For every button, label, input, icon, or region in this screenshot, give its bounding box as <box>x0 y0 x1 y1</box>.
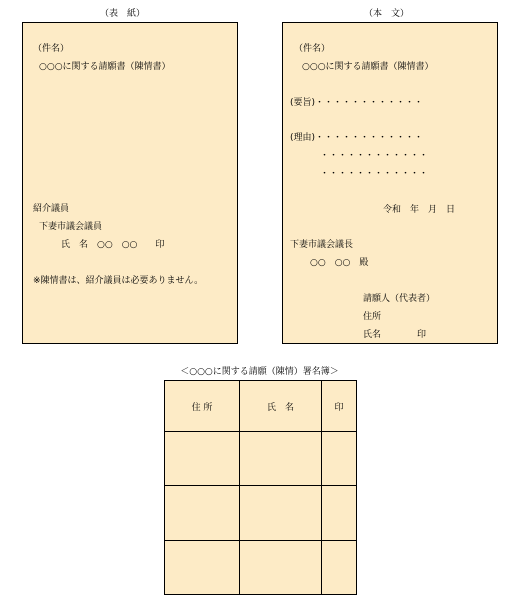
cover-subject-label: （件名） <box>33 44 70 54</box>
body-reason-continued: ・・・・・・・・・・・・ <box>320 169 429 179</box>
column-header-name: 氏 名 <box>240 381 322 432</box>
cover-subject-text: ○○○に関する請願書（陳情書） <box>39 62 171 72</box>
cover-panel <box>22 22 238 344</box>
body-panel <box>282 22 498 344</box>
name-cell[interactable] <box>240 540 322 594</box>
signature-list-title: ＜○○○に関する請願（陳情）署名簿＞ <box>180 367 339 377</box>
body-subject-text: ○○○に関する請願書（陳情書） <box>302 62 434 72</box>
table-row <box>165 432 357 486</box>
body-gist-line: (要旨)・・・・・・・・・・・・ <box>290 98 424 108</box>
cover-council-member: 下妻市議会議員 <box>39 222 103 232</box>
table-row <box>165 486 357 540</box>
cover-introducer-heading: 紹介議員 <box>33 204 70 214</box>
body-reason-line: (理由)・・・・・・・・・・・・ <box>290 133 424 143</box>
signature-list-table <box>164 380 357 595</box>
address-cell[interactable] <box>165 540 240 594</box>
cover-note: ※陳情書は、紹介議員は必要ありません。 <box>33 276 204 286</box>
body-caption: （本 文） <box>364 9 410 19</box>
cover-caption: （表 紙） <box>100 9 146 19</box>
address-cell[interactable] <box>165 486 240 540</box>
body-addressee-name: ○○ ○○ 殿 <box>310 258 369 268</box>
column-header-address: 住 所 <box>165 381 240 432</box>
seal-cell[interactable] <box>322 486 357 540</box>
seal-cell[interactable] <box>322 432 357 486</box>
address-cell[interactable] <box>165 432 240 486</box>
seal-cell[interactable] <box>322 540 357 594</box>
table-row <box>165 540 357 594</box>
column-header-seal: 印 <box>322 381 357 432</box>
table-header-row <box>165 381 357 432</box>
name-cell[interactable] <box>240 486 322 540</box>
body-petitioner: 請願人（代表者） <box>363 294 436 304</box>
name-cell[interactable] <box>240 432 322 486</box>
body-address-label: 住所 <box>363 312 382 322</box>
body-subject-label: （件名） <box>294 44 331 54</box>
body-reason-continued: ・・・・・・・・・・・・ <box>320 151 429 161</box>
body-date-line: 令和 年 月 日 <box>383 205 456 215</box>
cover-name-line: 氏 名 ○○ ○○ 印 <box>61 240 165 250</box>
body-addressee: 下妻市議会議長 <box>290 240 354 250</box>
body-name-label: 氏名 印 <box>363 330 427 340</box>
